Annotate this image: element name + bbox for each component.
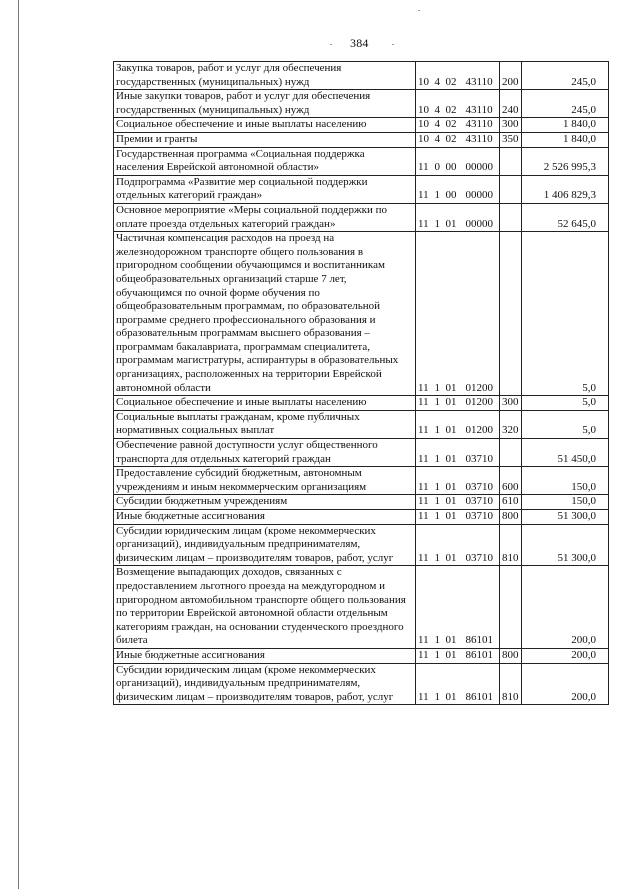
- section-code-cell: 11: [416, 663, 434, 705]
- direction-code-cell: 03710: [463, 439, 500, 467]
- budget-table: [113, 61, 609, 705]
- subsection-code-cell: 1: [434, 524, 444, 566]
- program-code-cell: 01: [444, 439, 463, 467]
- row-name-cell: Иные закупки товаров, работ и услуг для обеспечения государственных (муниципальных) нужд: [114, 90, 416, 118]
- expense-type-cell: [500, 232, 522, 396]
- scan-speck: [330, 44, 332, 45]
- direction-code-cell: 03710: [463, 510, 500, 525]
- row-name-cell: Социальные выплаты гражданам, кроме публичных нормативных социальных выплат: [114, 410, 416, 438]
- subsection-code-cell: 1: [434, 203, 444, 231]
- expense-type-cell: 810: [500, 663, 522, 705]
- amount-cell: 245,0: [522, 62, 609, 90]
- direction-code-cell: 43110: [463, 118, 500, 133]
- program-code-cell: 01: [444, 495, 463, 510]
- table-row: [114, 439, 609, 467]
- row-name-cell: Субсидии юридическим лицам (кроме некоммерческих организаций), индивидуальным предпринимателям, физическим лицам – производителям товаров, работ, услуг: [114, 663, 416, 705]
- program-code-cell: 01: [444, 663, 463, 705]
- row-name-cell: Предоставление субсидий бюджетным, автономным учреждениям и иным некоммерческим организациям: [114, 467, 416, 495]
- expense-type-cell: 300: [500, 118, 522, 133]
- amount-cell: 52 645,0: [522, 203, 609, 231]
- row-name-cell: Подпрограмма «Развитие мер социальной поддержки отдельных категорий граждан»: [114, 175, 416, 203]
- direction-code-cell: 01200: [463, 232, 500, 396]
- expense-type-cell: [500, 566, 522, 649]
- row-name-cell: Премии и гранты: [114, 132, 416, 147]
- table-row: [114, 467, 609, 495]
- subsection-code-cell: 4: [434, 132, 444, 147]
- direction-code-cell: 01200: [463, 410, 500, 438]
- section-code-cell: 11: [416, 396, 434, 411]
- program-code-cell: 01: [444, 510, 463, 525]
- amount-cell: 5,0: [522, 396, 609, 411]
- table-row: [114, 396, 609, 411]
- row-name-cell: Субсидии бюджетным учреждениям: [114, 495, 416, 510]
- section-code-cell: 10: [416, 90, 434, 118]
- program-code-cell: 01: [444, 396, 463, 411]
- page-number: 384: [350, 36, 369, 50]
- program-code-cell: 02: [444, 118, 463, 133]
- section-code-cell: 11: [416, 467, 434, 495]
- table-row: [114, 566, 609, 649]
- program-code-cell: 02: [444, 62, 463, 90]
- scan-speck: [392, 44, 394, 45]
- subsection-code-cell: 1: [434, 663, 444, 705]
- amount-cell: 1 840,0: [522, 132, 609, 147]
- row-name-cell: Государственная программа «Социальная поддержка населения Еврейской автономной области»: [114, 147, 416, 175]
- program-code-cell: 01: [444, 410, 463, 438]
- table-row: [114, 648, 609, 663]
- binding-margin-line: [18, 0, 19, 889]
- amount-cell: 200,0: [522, 663, 609, 705]
- amount-cell: 1 406 829,3: [522, 175, 609, 203]
- section-code-cell: 11: [416, 175, 434, 203]
- amount-cell: 150,0: [522, 467, 609, 495]
- section-code-cell: 10: [416, 118, 434, 133]
- program-code-cell: 01: [444, 232, 463, 396]
- section-code-cell: 11: [416, 524, 434, 566]
- amount-cell: 200,0: [522, 566, 609, 649]
- amount-cell: 200,0: [522, 648, 609, 663]
- row-name-cell: Обеспечение равной доступности услуг общественного транспорта для отдельных категорий граждан: [114, 439, 416, 467]
- expense-type-cell: [500, 175, 522, 203]
- subsection-code-cell: 0: [434, 147, 444, 175]
- section-code-cell: 10: [416, 132, 434, 147]
- budget-table-body: [114, 62, 609, 705]
- direction-code-cell: 03710: [463, 495, 500, 510]
- section-code-cell: 11: [416, 566, 434, 649]
- row-name-cell: Закупка товаров, работ и услуг для обеспечения государственных (муниципальных) нужд: [114, 62, 416, 90]
- table-row: [114, 410, 609, 438]
- direction-code-cell: 86101: [463, 648, 500, 663]
- section-code-cell: 11: [416, 495, 434, 510]
- amount-cell: 5,0: [522, 410, 609, 438]
- direction-code-cell: 01200: [463, 396, 500, 411]
- row-name-cell: Иные бюджетные ассигнования: [114, 510, 416, 525]
- section-code-cell: 11: [416, 232, 434, 396]
- expense-type-cell: [500, 147, 522, 175]
- expense-type-cell: 800: [500, 648, 522, 663]
- subsection-code-cell: 1: [434, 495, 444, 510]
- row-name-cell: Иные бюджетные ассигнования: [114, 648, 416, 663]
- section-code-cell: 11: [416, 510, 434, 525]
- direction-code-cell: 03710: [463, 467, 500, 495]
- expense-type-cell: 350: [500, 132, 522, 147]
- expense-type-cell: 320: [500, 410, 522, 438]
- expense-type-cell: 600: [500, 467, 522, 495]
- section-code-cell: 11: [416, 648, 434, 663]
- subsection-code-cell: 1: [434, 175, 444, 203]
- program-code-cell: 01: [444, 648, 463, 663]
- row-name-cell: Субсидии юридическим лицам (кроме некоммерческих организаций), индивидуальным предпринимателям, физическим лицам – производителям товаров, работ, услуг: [114, 524, 416, 566]
- row-name-cell: Частичная компенсация расходов на проезд на железнодорожном транспорте общего пользования в пригородном сообщении обучающимся и воспитанникам общеобразовательных организаций старше 7 лет, обучающимся по очной форме обучения по общеобразовательным программам, по образовательной программе среднего профессионального образования и образовательным программам высшего образования – программам бакалавриата, программам специалитета, программам магистратуры, аспирантуры в образовательных организациях, расположенных на территории Еврейской автономной области: [114, 232, 416, 396]
- table-row: [114, 495, 609, 510]
- direction-code-cell: 00000: [463, 147, 500, 175]
- direction-code-cell: 86101: [463, 663, 500, 705]
- row-name-cell: Социальное обеспечение и иные выплаты населению: [114, 396, 416, 411]
- amount-cell: 1 840,0: [522, 118, 609, 133]
- section-code-cell: 11: [416, 439, 434, 467]
- table-row: [114, 118, 609, 133]
- amount-cell: 51 300,0: [522, 510, 609, 525]
- subsection-code-cell: 1: [434, 439, 444, 467]
- subsection-code-cell: 1: [434, 410, 444, 438]
- subsection-code-cell: 4: [434, 90, 444, 118]
- table-row: [114, 203, 609, 231]
- row-name-cell: Основное мероприятие «Меры социальной поддержки по оплате проезда отдельных категорий граждан»: [114, 203, 416, 231]
- section-code-cell: 11: [416, 147, 434, 175]
- section-code-cell: 11: [416, 410, 434, 438]
- direction-code-cell: 03710: [463, 524, 500, 566]
- direction-code-cell: 86101: [463, 566, 500, 649]
- program-code-cell: 02: [444, 132, 463, 147]
- program-code-cell: 00: [444, 175, 463, 203]
- subsection-code-cell: 1: [434, 467, 444, 495]
- expense-type-cell: 610: [500, 495, 522, 510]
- subsection-code-cell: 1: [434, 232, 444, 396]
- direction-code-cell: 00000: [463, 175, 500, 203]
- expense-type-cell: 240: [500, 90, 522, 118]
- subsection-code-cell: 1: [434, 396, 444, 411]
- table-row: [114, 147, 609, 175]
- subsection-code-cell: 1: [434, 566, 444, 649]
- row-name-cell: Возмещение выпадающих доходов, связанных с предоставлением льготного проезда на междугородном и пригородном автомобильном транспорте общего пользования по территории Еврейской автономной области отдельным категориям граждан, на основании студенческого проездного билета: [114, 566, 416, 649]
- section-code-cell: 10: [416, 62, 434, 90]
- table-row: [114, 510, 609, 525]
- program-code-cell: 00: [444, 147, 463, 175]
- row-name-cell: Социальное обеспечение и иные выплаты населению: [114, 118, 416, 133]
- direction-code-cell: 43110: [463, 62, 500, 90]
- program-code-cell: 01: [444, 467, 463, 495]
- direction-code-cell: 00000: [463, 203, 500, 231]
- amount-cell: 51 300,0: [522, 524, 609, 566]
- budget-table-wrapper: [113, 61, 608, 705]
- subsection-code-cell: 4: [434, 62, 444, 90]
- amount-cell: 51 450,0: [522, 439, 609, 467]
- amount-cell: 245,0: [522, 90, 609, 118]
- expense-type-cell: 810: [500, 524, 522, 566]
- table-row: [114, 62, 609, 90]
- direction-code-cell: 43110: [463, 90, 500, 118]
- subsection-code-cell: 1: [434, 510, 444, 525]
- program-code-cell: 01: [444, 524, 463, 566]
- subsection-code-cell: 4: [434, 118, 444, 133]
- program-code-cell: 01: [444, 203, 463, 231]
- table-row: [114, 524, 609, 566]
- table-row: [114, 175, 609, 203]
- expense-type-cell: [500, 439, 522, 467]
- table-row: [114, 132, 609, 147]
- expense-type-cell: [500, 203, 522, 231]
- program-code-cell: 02: [444, 90, 463, 118]
- subsection-code-cell: 1: [434, 648, 444, 663]
- scan-speck: [418, 10, 420, 11]
- table-row: [114, 232, 609, 396]
- amount-cell: 2 526 995,3: [522, 147, 609, 175]
- expense-type-cell: 200: [500, 62, 522, 90]
- amount-cell: 150,0: [522, 495, 609, 510]
- amount-cell: 5,0: [522, 232, 609, 396]
- direction-code-cell: 43110: [463, 132, 500, 147]
- expense-type-cell: 300: [500, 396, 522, 411]
- table-row: [114, 90, 609, 118]
- program-code-cell: 01: [444, 566, 463, 649]
- section-code-cell: 11: [416, 203, 434, 231]
- table-row: [114, 663, 609, 705]
- expense-type-cell: 800: [500, 510, 522, 525]
